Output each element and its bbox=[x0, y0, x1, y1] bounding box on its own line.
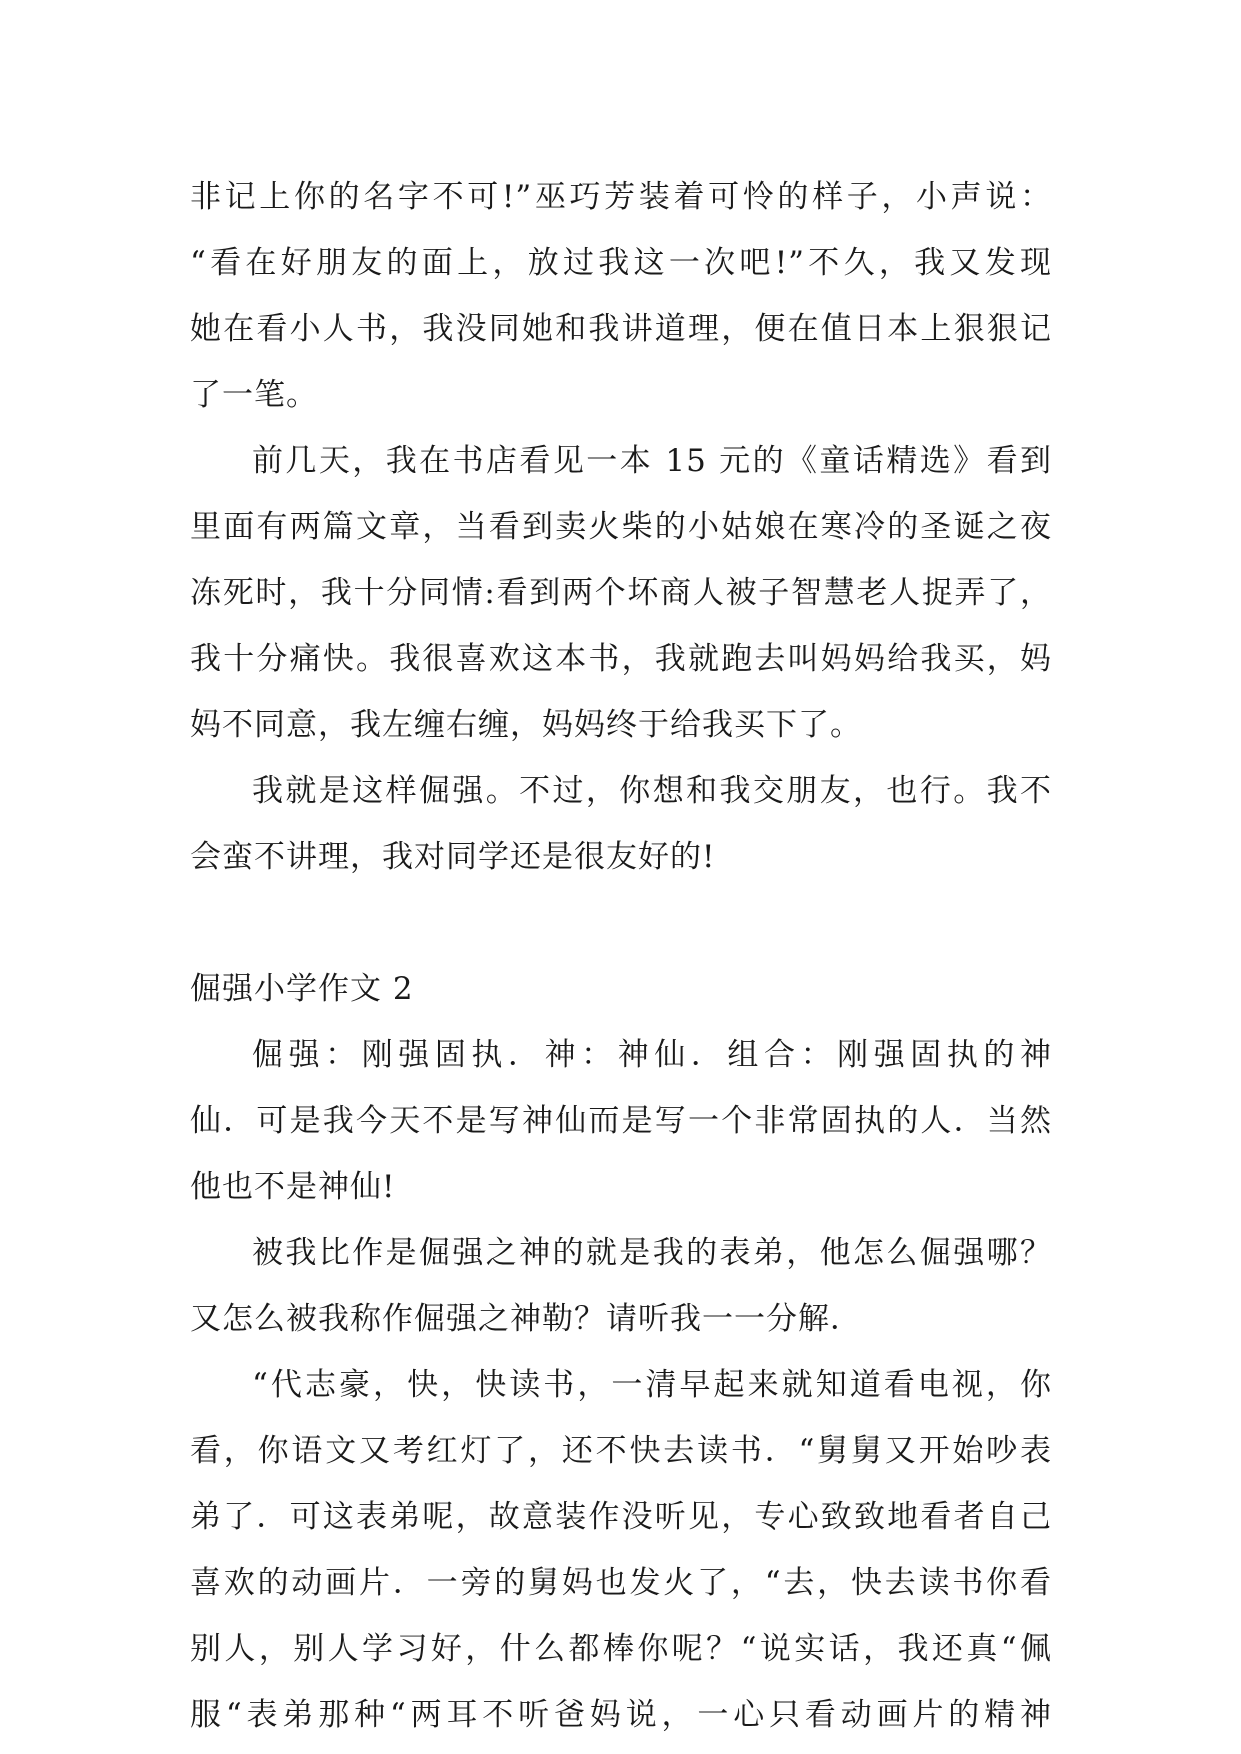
text-line: “看在好朋友的面上，放过我这一次吧!”不久，我又发现 bbox=[190, 245, 1052, 281]
paragraph-5 bbox=[190, 1220, 1052, 1352]
section-title: 倔强小学作文 2 bbox=[190, 971, 414, 1007]
text-line: 冻死时，我十分同情:看到两个坏商人被子智慧老人捉弄了， bbox=[190, 575, 1052, 611]
paragraph-6 bbox=[190, 1352, 1052, 1748]
text-line: 非记上你的名字不可!”巫巧芳装着可怜的样子，小声说： bbox=[190, 179, 1052, 215]
text-line: 会蛮不讲理，我对同学还是很友好的! bbox=[190, 839, 716, 875]
text-line: 她在看小人书，我没同她和我讲道理，便在值日本上狠狠记 bbox=[190, 311, 1052, 347]
text-line: 妈不同意，我左缠右缠，妈妈终于给我买下了。 bbox=[190, 707, 862, 743]
section-1 bbox=[190, 164, 1052, 890]
text-line: 弟了．可这表弟呢，故意装作没听见，专心致致地看者自己 bbox=[190, 1499, 1052, 1535]
text-line: 又怎么被我称作倔强之神勒？请听我一一分解． bbox=[190, 1301, 862, 1337]
text-line: 被我比作是倔强之神的就是我的表弟，他怎么倔强哪？ bbox=[252, 1235, 1052, 1271]
text-line: “代志豪，快，快读书，一清早起来就知道看电视，你 bbox=[252, 1367, 1052, 1403]
text-line: 了一笔。 bbox=[190, 377, 318, 413]
text-line: 前几天，我在书店看见一本 15 元的《童话精选》看到 bbox=[252, 443, 1052, 479]
text-line: 喜欢的动画片．一旁的舅妈也发火了，“去，快去读书你看 bbox=[190, 1565, 1052, 1601]
text-line: 服“表弟那种“两耳不听爸妈说，一心只看动画片的精神 bbox=[190, 1697, 1052, 1733]
section-gap bbox=[190, 890, 1052, 956]
text-line: 倔强：刚强固执．神：神仙．组合：刚强固执的神 bbox=[252, 1037, 1052, 1073]
text-line: 看，你语文又考红灯了，还不快去读书．“舅舅又开始吵表 bbox=[190, 1433, 1052, 1469]
paragraph-1 bbox=[190, 164, 1052, 428]
paragraph-2 bbox=[190, 428, 1052, 758]
text-line: 我就是这样倔强。不过，你想和我交朋友，也行。我不 bbox=[252, 773, 1052, 809]
section-2 bbox=[190, 956, 1052, 1748]
text-line: 里面有两篇文章，当看到卖火柴的小姑娘在寒冷的圣诞之夜 bbox=[190, 509, 1052, 545]
paragraph-3 bbox=[190, 758, 1052, 890]
text-line: 他也不是神仙! bbox=[190, 1169, 396, 1205]
text-line: 仙．可是我今天不是写神仙而是写一个非常固执的人．当然 bbox=[190, 1103, 1052, 1139]
text-line: 我十分痛快。我很喜欢这本书，我就跑去叫妈妈给我买，妈 bbox=[190, 641, 1052, 677]
text-line: 别人，别人学习好，什么都棒你呢？“说实话，我还真“佩 bbox=[190, 1631, 1052, 1667]
document-page bbox=[190, 164, 1052, 1748]
paragraph-4 bbox=[190, 1022, 1052, 1220]
